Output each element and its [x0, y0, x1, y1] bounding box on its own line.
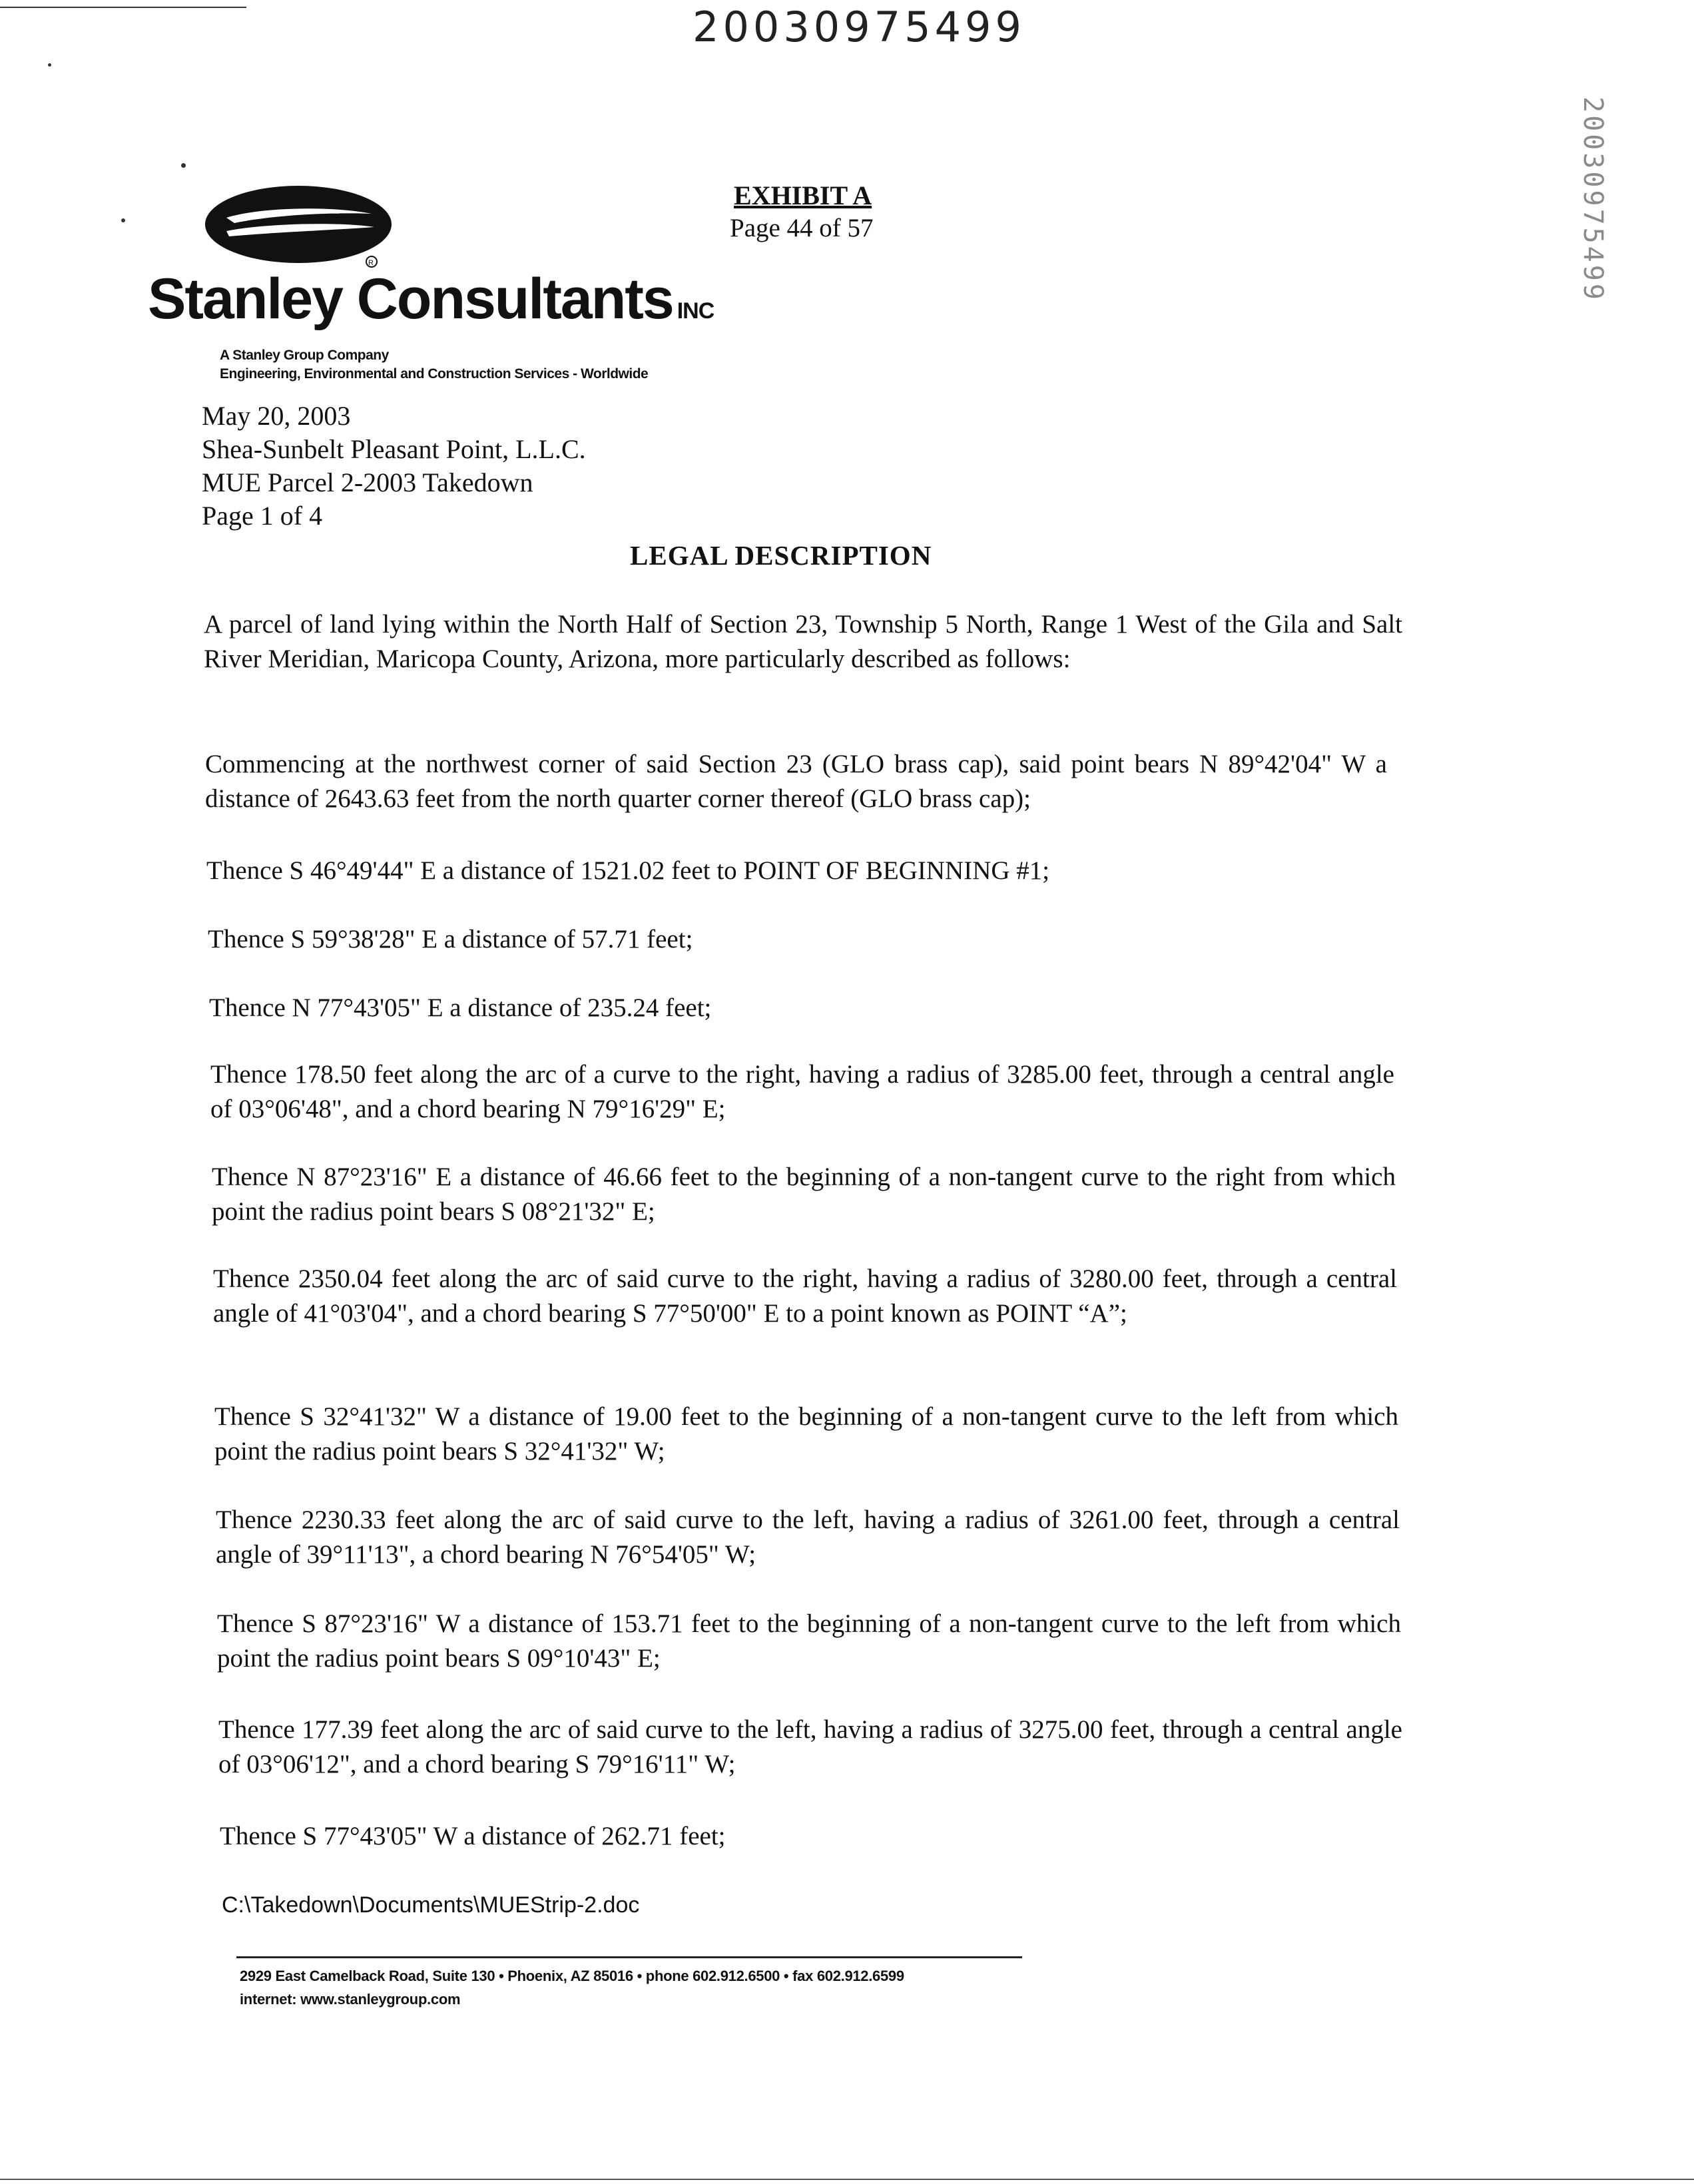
footer-divider: [236, 1956, 1022, 1958]
scan-speck: [181, 163, 186, 168]
svg-text:R: R: [368, 259, 374, 267]
paragraph-course: Thence S 32°41'32" W a distance of 19.00 feet to the beginning of a non-tangent curve to the left from which point the radius point bears S 32°41'32" W;: [214, 1402, 1398, 1466]
paragraph-course: Thence S 59°38'28" E a distance of 57.71 feet;: [208, 925, 693, 954]
paragraph-commencing: Commencing at the northwest corner of said Section 23 (GLO brass cap), said point bears N 89°42'04" W a distance of 2643.63 feet from the north quarter corner thereof (GLO brass cap);: [205, 750, 1387, 813]
exhibit-page: Page 44 of 57: [730, 214, 874, 242]
document-title: LEGAL DESCRIPTION: [630, 540, 932, 571]
paragraph-course: Thence S 87°23'16" W a distance of 153.71 feet to the beginning of a non-tangent curve to the left from which point the radius point bears S 09°10'43" E;: [217, 1609, 1401, 1673]
paragraph-course: Thence S 46°49'44" E a distance of 1521.02 feet to POINT OF BEGINNING #1;: [206, 856, 1050, 885]
paragraph-course: Thence 178.50 feet along the arc of a curve to the right, having a radius of 3285.00 feet, through a central angle of 03°06'48", and a chord bearing N 79°16'29" E;: [210, 1060, 1394, 1123]
file-path: C:\Takedown\Documents\MUEStrip-2.doc: [222, 1892, 640, 1918]
stanley-logo-icon: [200, 183, 400, 270]
top-rule: [0, 7, 246, 8]
meta-page: Page 1 of 4: [202, 501, 323, 531]
paragraph-course: Thence 177.39 feet along the arc of said curve to the left, having a radius of 3275.00 feet, through a central angle of 03°06'12", and a chord bearing S 79°16'11" W;: [218, 1715, 1402, 1778]
company-name: [148, 266, 714, 332]
paragraph-course: Thence N 77°43'05" E a distance of 235.24 feet;: [209, 993, 712, 1022]
meta-date: May 20, 2003: [202, 401, 351, 431]
tagline-services: Engineering, Environmental and Construction Services - Worldwide: [220, 366, 649, 382]
paragraph-course: Thence N 87°23'16" E a distance of 46.66 feet to the beginning of a non-tangent curve to the right from which point the radius point bears S 08°21'32" E;: [212, 1163, 1396, 1226]
bottom-rule: [0, 2179, 1694, 2180]
meta-client: Shea-Sunbelt Pleasant Point, L.L.C.: [202, 434, 586, 464]
tagline-group: A Stanley Group Company: [220, 348, 389, 363]
paragraph-description: A parcel of land lying within the North Half of Section 23, Township 5 North, Range 1 West of the Gila and Salt River Meridian, Maricopa County, Arizona, more particularly described as follows:: [204, 610, 1402, 673]
company-suffix: INC: [677, 298, 714, 324]
side-stamp: 20030975499: [1577, 97, 1608, 302]
meta-project: MUE Parcel 2-2003 Takedown: [202, 467, 533, 497]
paragraph-course: Thence 2230.33 feet along the arc of said curve to the left, having a radius of 3261.00 feet, through a central angle of 39°11'13", a chord bearing N 76°54'05" W;: [216, 1505, 1400, 1569]
footer-address: 2929 East Camelback Road, Suite 130 • Phoenix, AZ 85016 • phone 602.912.6500 • fax 602.912.6599: [240, 1968, 904, 1984]
document-number: 20030975499: [693, 3, 1025, 51]
scan-speck: [48, 63, 51, 67]
company-name-text: Stanley Consultants: [148, 267, 673, 331]
paragraph-course: Thence S 77°43'05" W a distance of 262.71 feet;: [220, 1822, 726, 1850]
footer-internet: internet: www.stanleygroup.com: [240, 1991, 461, 2008]
paragraph-course: Thence 2350.04 feet along the arc of said curve to the right, having a radius of 3280.00 feet, through a central angle of 41°03'04", and a chord bearing S 77°50'00" E to a point known as POINT “A”;: [213, 1264, 1397, 1328]
scan-speck: [121, 218, 125, 222]
exhibit-title: EXHIBIT A: [734, 180, 872, 210]
